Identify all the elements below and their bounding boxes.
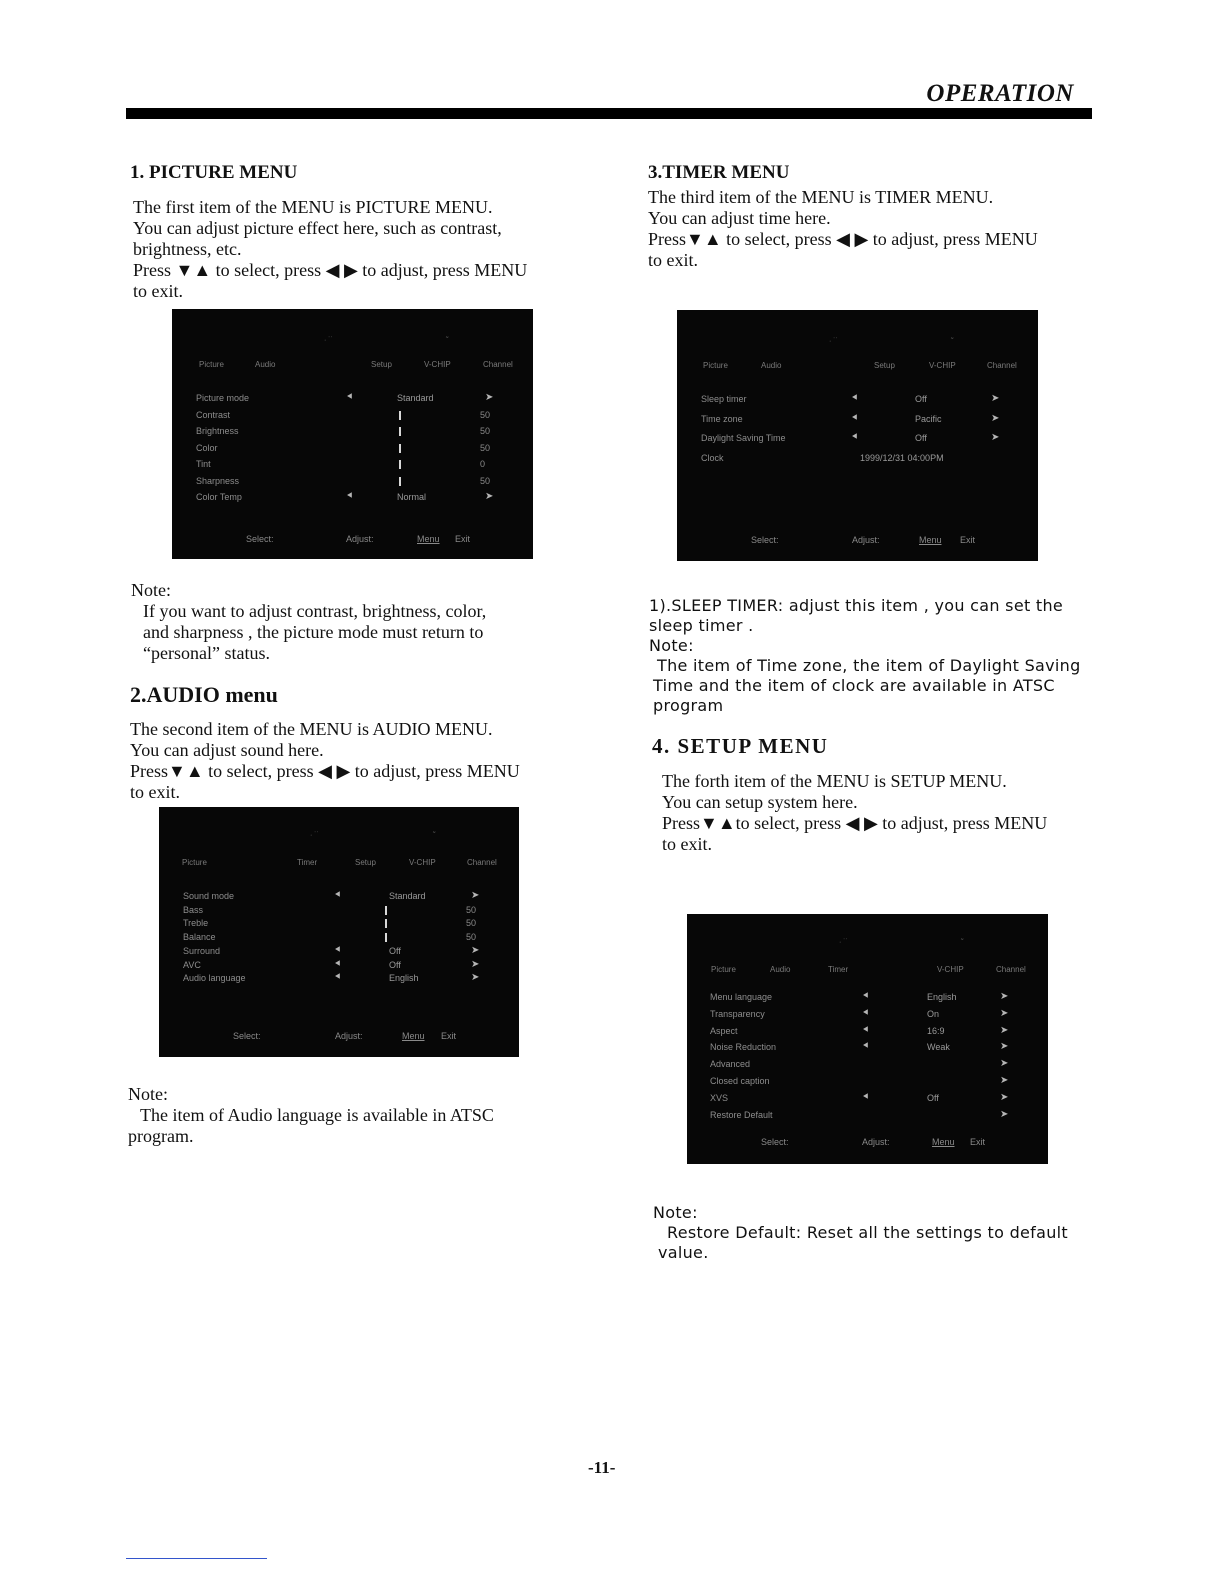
- osd-row-label: Balance: [183, 932, 216, 943]
- page-header-title: OPERATION: [926, 80, 1074, 107]
- osd-level-number: 50: [480, 409, 491, 420]
- osd-row-label: Surround: [183, 945, 221, 956]
- osd-tab-audio: Audio: [770, 965, 791, 974]
- osd-level-number: 50: [480, 426, 491, 436]
- osd-level-bar: [399, 427, 401, 436]
- left-arrow-icon: ⯇: [346, 392, 354, 403]
- osd-row-label: Noise Reduction: [710, 1042, 777, 1053]
- osd-row-label: Daylight Saving Time: [701, 433, 786, 443]
- sleep-line: sleep timer .: [649, 616, 754, 635]
- setup-line: You can setup system here.: [662, 792, 858, 812]
- audio-line: The second item of the MENU is AUDIO MENU.: [130, 719, 493, 739]
- osd-row-value: Standard: [389, 891, 426, 901]
- osd-tab-channel: Channel: [996, 965, 1026, 974]
- osd-tab-timer: Timer: [828, 965, 849, 974]
- osd-row-label: Time zone: [701, 413, 743, 424]
- osd-row-value: Standard: [397, 393, 434, 403]
- audio-heading: 2.AUDIO menu: [130, 682, 278, 707]
- left-arrow-icon: ⯇: [862, 1024, 870, 1036]
- osd-row-value: Off: [927, 1092, 939, 1103]
- osd-tab-setup: Setup: [355, 858, 376, 867]
- left-arrow-icon: ⯇: [862, 1007, 870, 1019]
- osd-row-label: XVS: [710, 1092, 729, 1103]
- tab-glyph-icon: · ˙˙: [310, 832, 319, 839]
- osd-row-label: Tint: [196, 459, 211, 469]
- osd-level-bar: [385, 906, 387, 915]
- right-arrow-icon: ➤: [1000, 1075, 1009, 1086]
- osd-row-label: Sleep timer: [701, 394, 747, 404]
- right-arrow-icon: ➤: [471, 944, 480, 956]
- right-arrow-icon: ➤: [1000, 1091, 1009, 1103]
- osd-row-label: Picture mode: [196, 393, 250, 403]
- left-arrow-icon: ⯇: [334, 890, 342, 901]
- osd-footer-menu-key: Menu: [417, 534, 440, 544]
- tab-glyph-icon: · ˙˙: [839, 939, 848, 946]
- audio-description: [130, 719, 520, 803]
- osd-level-number: 0: [480, 459, 486, 469]
- osd-tab-setup: Setup: [371, 360, 392, 369]
- picture-heading: 1. PICTURE MENU: [130, 162, 298, 183]
- left-arrow-icon: ⯇: [334, 944, 342, 956]
- osd-row-label: Color: [196, 442, 218, 453]
- osd-row-value: On: [927, 1008, 940, 1019]
- osd-tab-vchip: V-CHIP: [937, 965, 964, 974]
- osd-tab-setup: Setup: [874, 361, 895, 370]
- osd-level-bar: [399, 411, 401, 420]
- osd-level-number: 50: [466, 904, 477, 915]
- picture-description: [133, 197, 527, 302]
- picture-line: The first item of the MENU is PICTURE MENU.: [133, 197, 493, 217]
- note-line: program.: [128, 1126, 194, 1146]
- osd-level-number: 50: [480, 475, 491, 486]
- picture-menu-screenshot: [172, 309, 533, 559]
- right-arrow-icon: ➤: [485, 491, 494, 502]
- note-line: value.: [658, 1243, 709, 1262]
- picture-note: [131, 580, 486, 664]
- note-line: The item of Time zone, the item of Daylight Saving: [657, 656, 1081, 675]
- osd-row-label: Contrast: [196, 409, 231, 420]
- osd-row-label: Audio language: [183, 973, 246, 984]
- osd-footer-select: Select:: [233, 1031, 261, 1041]
- osd-tab-audio: Audio: [761, 361, 782, 370]
- right-arrow-icon: ➤: [1000, 1108, 1009, 1120]
- picture-line: You can adjust picture effect here, such as contrast,: [133, 218, 502, 238]
- note-label: Note:: [653, 1203, 698, 1222]
- osd-footer-exit: Exit: [455, 534, 471, 544]
- osd-row-label: Advanced: [710, 1059, 751, 1070]
- note-line: The item of Audio language is available in ATSC: [140, 1105, 494, 1125]
- osd-tab-vchip: V-CHIP: [424, 360, 451, 369]
- osd-row-value: Weak: [927, 1042, 950, 1053]
- osd-level-bar: [399, 444, 401, 453]
- osd-row-value: Off: [915, 433, 927, 443]
- osd-row-label: Closed caption: [710, 1076, 770, 1086]
- osd-level-bar: [399, 460, 401, 469]
- note-line: Time and the item of clock are available in ATSC: [653, 676, 1055, 695]
- right-arrow-icon: ➤: [1000, 991, 1009, 1002]
- note-line: Restore Default: Reset all the settings to default: [667, 1223, 1068, 1242]
- timer-menu-screenshot: [677, 310, 1038, 561]
- osd-row-value: Off: [389, 945, 401, 956]
- osd-row-label: Sound mode: [183, 891, 235, 901]
- osd-row-label: Bass: [183, 904, 204, 915]
- osd-tab-picture: Picture: [711, 965, 736, 974]
- osd-level-bar: [385, 933, 387, 942]
- left-arrow-icon: ⯇: [862, 991, 870, 1002]
- note-line: “personal” status.: [143, 643, 270, 663]
- audio-line: You can adjust sound here.: [130, 740, 324, 760]
- osd-level-bar: [399, 477, 401, 486]
- osd-tab-timer: Timer: [297, 858, 318, 867]
- left-arrow-icon: ⯇: [334, 972, 342, 984]
- tab-glyph-icon: · ˙˙: [829, 338, 838, 345]
- timer-line: You can adjust time here.: [648, 208, 831, 228]
- osd-tab-audio: Audio: [255, 360, 276, 369]
- tab-glyph-icon: ˜: [951, 338, 954, 345]
- osd-footer-exit: Exit: [441, 1031, 457, 1041]
- osd-row-label: Brightness: [196, 426, 239, 436]
- osd-footer-adjust: Adjust:: [335, 1031, 363, 1041]
- osd-footer-adjust: Adjust:: [862, 1137, 890, 1147]
- osd-row-value: 16:9: [927, 1025, 945, 1036]
- osd-row-value: English: [927, 992, 957, 1002]
- right-arrow-icon: ➤: [1000, 1058, 1009, 1070]
- picture-section: [130, 162, 297, 184]
- timer-heading: 3.TIMER MENU: [648, 162, 790, 183]
- osd-row-label: Clock: [701, 452, 724, 463]
- setup-heading: 4. SETUP MENU: [652, 734, 829, 758]
- osd-row-label: Color Temp: [196, 492, 242, 502]
- osd-level-number: 50: [480, 442, 491, 453]
- note-line: program: [653, 696, 724, 715]
- audio-note: [128, 1084, 494, 1147]
- setup-note: [653, 1203, 1068, 1263]
- osd-row-label: Restore Default: [710, 1109, 773, 1120]
- osd-tab-picture: Picture: [703, 361, 728, 370]
- right-arrow-icon: ➤: [1000, 1041, 1009, 1053]
- setup-line: The forth item of the MENU is SETUP MENU.: [662, 771, 1007, 791]
- audio-menu-screenshot: [159, 807, 519, 1057]
- picture-line: to exit.: [133, 281, 183, 301]
- osd-footer-menu-key: Menu: [919, 535, 942, 545]
- right-arrow-icon: ➤: [1000, 1024, 1009, 1036]
- osd-row-label: Sharpness: [196, 475, 240, 486]
- right-arrow-icon: ➤: [471, 972, 480, 984]
- note-label: Note:: [649, 636, 694, 655]
- right-arrow-icon: ➤: [471, 958, 480, 970]
- bottom-link-underline: [126, 1558, 267, 1559]
- left-arrow-icon: ⯇: [862, 1091, 870, 1103]
- osd-row-value: Normal: [397, 492, 427, 502]
- osd-tab-channel: Channel: [467, 858, 497, 867]
- audio-line: to exit.: [130, 782, 180, 802]
- left-arrow-icon: ⯇: [851, 432, 859, 443]
- osd-tab-picture: Picture: [182, 858, 207, 867]
- osd-tab-channel: Channel: [987, 361, 1017, 370]
- sleep-timer-text: [649, 596, 1081, 716]
- right-arrow-icon: ➤: [1000, 1007, 1009, 1019]
- tab-glyph-icon: ˜: [446, 337, 449, 344]
- right-arrow-icon: ➤: [991, 432, 1000, 443]
- osd-row-label: Treble: [183, 918, 209, 929]
- osd-footer-menu-key: Menu: [932, 1137, 955, 1147]
- osd-footer-select: Select:: [751, 535, 779, 545]
- setup-line: Press▼▲to select, press ◀ ▶ to adjust, press MENU: [662, 813, 1048, 833]
- osd-row-label: Transparency: [710, 1008, 765, 1019]
- osd-tab-channel: Channel: [483, 360, 513, 369]
- audio-line: Press▼▲ to select, press ◀ ▶ to adjust, press MENU: [130, 761, 520, 781]
- right-arrow-icon: ➤: [485, 392, 494, 403]
- osd-row-value: Off: [389, 959, 401, 970]
- osd-level-bar: [385, 919, 387, 928]
- osd-tab-vchip: V-CHIP: [929, 361, 956, 370]
- left-arrow-icon: ⯇: [851, 393, 859, 404]
- osd-footer-adjust: Adjust:: [346, 534, 374, 544]
- osd-footer-adjust: Adjust:: [852, 535, 880, 545]
- setup-line: to exit.: [662, 834, 712, 854]
- picture-line: brightness, etc.: [133, 239, 242, 259]
- note-label: Note:: [131, 580, 171, 600]
- osd-row-label: Menu language: [710, 992, 773, 1002]
- header-rule: [126, 108, 1092, 119]
- osd-row-value: English: [389, 973, 419, 984]
- osd-row-label: Aspect: [710, 1025, 738, 1036]
- osd-row-value: 1999/12/31 04:00PM: [860, 452, 944, 463]
- left-arrow-icon: ⯇: [334, 958, 342, 970]
- osd-footer-exit: Exit: [960, 535, 976, 545]
- left-arrow-icon: ⯇: [346, 491, 354, 502]
- osd-footer-menu-key: Menu: [402, 1031, 425, 1041]
- sleep-line: 1).SLEEP TIMER: adjust this item , you can set the: [649, 596, 1064, 615]
- timer-description: [648, 187, 1038, 271]
- tab-glyph-icon: · ˙˙: [324, 337, 333, 344]
- osd-row-value: Off: [915, 394, 927, 404]
- note-label: Note:: [128, 1084, 168, 1104]
- osd-footer-exit: Exit: [970, 1137, 986, 1147]
- osd-tab-picture: Picture: [199, 360, 224, 369]
- left-arrow-icon: ⯇: [862, 1041, 870, 1053]
- tab-glyph-icon: ˜: [433, 832, 436, 839]
- osd-footer-select: Select:: [246, 534, 274, 544]
- timer-line: Press▼▲ to select, press ◀ ▶ to adjust, press MENU: [648, 229, 1038, 249]
- setup-description: [662, 771, 1047, 855]
- setup-menu-screenshot: [687, 914, 1048, 1164]
- osd-level-number: 50: [466, 918, 477, 929]
- page-number: -11-: [588, 1458, 616, 1477]
- picture-line: Press ▼▲ to select, press ◀ ▶ to adjust, press MENU: [133, 260, 528, 280]
- right-arrow-icon: ➤: [471, 890, 480, 901]
- osd-footer-select: Select:: [761, 1137, 789, 1147]
- timer-line: to exit.: [648, 250, 698, 270]
- timer-line: The third item of the MENU is TIMER MENU.: [648, 187, 994, 207]
- note-line: If you want to adjust contrast, brightness, color,: [143, 601, 487, 621]
- osd-level-number: 50: [466, 932, 477, 943]
- left-arrow-icon: ⯇: [851, 412, 859, 424]
- osd-tab-vchip: V-CHIP: [409, 858, 436, 867]
- tab-glyph-icon: ˜: [961, 939, 964, 946]
- osd-row-label: AVC: [183, 959, 201, 970]
- note-line: and sharpness , the picture mode must return to: [143, 622, 484, 642]
- osd-row-value: Pacific: [915, 413, 942, 424]
- right-arrow-icon: ➤: [991, 412, 1000, 424]
- right-arrow-icon: ➤: [991, 393, 1000, 404]
